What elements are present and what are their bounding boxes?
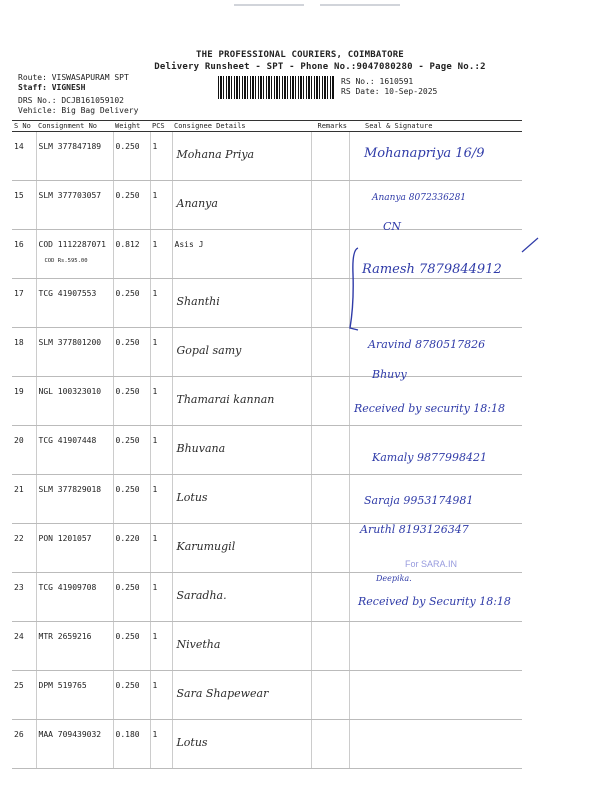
cell-sno [12,230,36,279]
cell-consignment [36,524,113,573]
cell-remarks [311,181,349,230]
cell-sno [12,475,36,524]
cell-consignee [172,230,311,279]
cell-pcs-value: 1 [152,191,158,200]
consignee-handwritten: Ananya [176,197,218,210]
cell-sno-value: 17 [14,289,24,298]
cell-consignment-value: COD 1112287071 [38,240,106,249]
cell-sno-value: 18 [14,338,24,347]
handwritten-signature: Mohanapriya 16/9 [364,146,485,161]
table-row [12,671,522,720]
drs-number: DRS No.: DCJB161059102 [18,96,124,105]
cell-weight-value: 0.250 [115,289,140,298]
cell-weight-value: 0.250 [115,338,140,347]
cell-weight [113,671,150,720]
table-row [12,622,522,671]
cell-pcs [150,279,172,328]
handwritten-signature: Bhuvy [372,368,407,381]
handwritten-signature: Deepika. [376,574,412,583]
cell-consignee [172,328,311,377]
consignee-handwritten: Sara Shapewear [176,687,269,700]
cell-sno-value: 14 [14,142,24,151]
cell-pcs [150,475,172,524]
cell-consignment-value: NGL 100323010 [38,387,102,396]
cell-pcs-value: 1 [152,632,158,641]
cell-weight-value: 0.250 [115,436,140,445]
cell-pcs [150,573,172,622]
cell-pcs [150,622,172,671]
cell-sno-value: 19 [14,387,24,396]
cell-pcs [150,181,172,230]
cell-consignee [172,181,311,230]
cell-weight [113,181,150,230]
col-header-remarks: Remarks [311,121,349,132]
cell-weight [113,377,150,426]
handwritten-signature: Kamaly 9877998421 [372,451,487,464]
table-row [12,181,522,230]
col-header-consignment: Consignment No [36,121,113,132]
cell-consignment [36,377,113,426]
cell-pcs-value: 1 [152,240,158,249]
cell-signature [349,671,522,720]
handwritten-signature: Saraja 9953174981 [364,494,474,507]
cell-consignment [36,230,113,279]
cell-weight [113,573,150,622]
col-header-sno: S No [12,121,36,132]
consignee-handwritten: Shanthi [176,295,220,308]
cell-consignment [36,426,113,475]
cell-weight-value: 0.250 [115,142,140,151]
cell-sno [12,622,36,671]
cell-consignment-value: SLM 377847189 [38,142,102,151]
cell-weight-value: 0.250 [115,387,140,396]
cell-sno-value: 16 [14,240,24,249]
cell-weight [113,230,150,279]
pen-stroke [520,236,540,254]
scan-artifact [234,4,304,6]
consignee-handwritten: Bhuvana [176,442,226,455]
cell-sno [12,377,36,426]
cell-consignment-value: DPM 519765 [38,681,87,690]
page-title: THE PROFESSIONAL COURIERS, COIMBATORE [196,50,404,60]
table-row [12,279,522,328]
cell-weight-value: 0.180 [115,730,140,739]
cell-weight-value: 0.250 [115,485,140,494]
cell-consignment [36,475,113,524]
cell-consignment-value: MAA 709439032 [38,730,102,739]
cell-signature [349,426,522,475]
vehicle-label: Vehicle: Big Bag Delivery [18,106,139,115]
staff-label: Staff: VIGNESH [18,83,86,92]
cell-consignee [172,720,311,769]
cell-sno-value: 25 [14,681,24,690]
handwritten-signature: Aravind 8780517826 [368,338,486,351]
consignee-handwritten: Gopal samy [176,344,242,357]
table-row [12,377,522,426]
cell-pcs-value: 1 [152,289,158,298]
cell-remarks [311,524,349,573]
cell-consignee [172,426,311,475]
cell-pcs-value: 1 [152,485,158,494]
cell-consignee [172,671,311,720]
cell-sno [12,279,36,328]
rs-date: RS Date: 10-Sep-2025 [341,87,438,96]
col-header-signature: Seal & Signature [349,121,522,132]
cell-remarks [311,426,349,475]
cell-sno [12,720,36,769]
cell-sno-value: 15 [14,191,24,200]
handwritten-signature: Ramesh 7879844912 [362,262,502,277]
barcode [218,76,335,99]
cell-consignment [36,671,113,720]
cell-consignee [172,279,311,328]
handwritten-signature: CN [383,220,402,233]
cell-signature [349,181,522,230]
cell-pcs [150,426,172,475]
cell-weight-value: 0.220 [115,534,140,543]
cell-remarks [311,720,349,769]
cell-pcs [150,132,172,181]
cell-sno-value: 21 [14,485,24,494]
consignee-name: Asis J [174,240,204,249]
handwritten-signature: Aruthl 8193126347 [360,523,469,536]
cell-consignment [36,622,113,671]
handwritten-signature: Received by Security 18:18 [358,595,511,608]
cell-sno [12,426,36,475]
cell-pcs-value: 1 [152,387,158,396]
bracket-mark [344,244,374,334]
cell-sno-value: 26 [14,730,24,739]
cell-sno [12,573,36,622]
cell-weight [113,426,150,475]
cell-weight [113,475,150,524]
consignee-handwritten: Saradha. [176,589,227,602]
company-seal: For SARA.IN [405,559,458,569]
consignee-handwritten: Lotus [176,491,208,504]
cell-sno-value: 20 [14,436,24,445]
cell-consignee [172,622,311,671]
cell-weight-value: 0.250 [115,583,140,592]
runsheet-subtitle: Delivery Runsheet - SPT - Phone No.:9047080280 - Page No.:2 [154,62,486,72]
cell-weight [113,328,150,377]
cell-remarks [311,671,349,720]
cell-sno [12,181,36,230]
cell-signature [349,622,522,671]
cell-signature [349,377,522,426]
cell-pcs [150,230,172,279]
cell-consignee [172,132,311,181]
cell-sno [12,671,36,720]
cell-pcs [150,720,172,769]
cell-weight-value: 0.250 [115,681,140,690]
cell-pcs-value: 1 [152,681,158,690]
cell-pcs-value: 1 [152,436,158,445]
cell-pcs-value: 1 [152,534,158,543]
cell-remarks [311,132,349,181]
consignee-handwritten: Mohana Priya [176,148,255,161]
table-row [12,328,522,377]
cell-pcs [150,524,172,573]
cell-sno [12,328,36,377]
cell-pcs-value: 1 [152,142,158,151]
cell-consignment-value: TCG 41907448 [38,436,97,445]
table-row [12,426,522,475]
consignee-handwritten: Lotus [176,736,208,749]
cell-consignment-value: MTR 2659216 [38,632,92,641]
cell-pcs [150,671,172,720]
cell-consignment [36,181,113,230]
runsheet-table [12,120,522,769]
cell-pcs-value: 1 [152,583,158,592]
cell-remarks [311,622,349,671]
consignee-handwritten: Karumugil [176,540,236,553]
cell-consignee [172,377,311,426]
consignee-handwritten: Nivetha [176,638,221,651]
cell-sno-value: 23 [14,583,24,592]
handwritten-signature: Ananya 8072336281 [372,193,467,203]
cell-consignment-value: PON 1201057 [38,534,92,543]
cell-consignment [36,573,113,622]
cell-signature [349,720,522,769]
cell-consignment [36,132,113,181]
cell-remarks [311,377,349,426]
cod-amount: COD Rs.595.00 [44,258,88,264]
cell-sno [12,132,36,181]
cell-remarks [311,475,349,524]
cell-weight [113,132,150,181]
cell-sno [12,524,36,573]
cell-weight [113,720,150,769]
cell-consignment-value: SLM 377829018 [38,485,102,494]
route-label: Route: VISWASAPURAM SPT [18,73,129,82]
handwritten-signature: Received by security 18:18 [354,402,506,415]
cell-weight [113,524,150,573]
cell-weight-value: 0.250 [115,632,140,641]
cell-pcs [150,377,172,426]
cell-consignment [36,720,113,769]
col-header-consignee: Consignee Details [172,121,311,132]
consignee-handwritten: Thamarai kannan [176,393,275,406]
table-row [12,720,522,769]
cell-consignment [36,328,113,377]
cell-weight [113,279,150,328]
cell-weight [113,622,150,671]
cell-consignment [36,279,113,328]
cell-consignment-value: SLM 377703057 [38,191,102,200]
col-header-pcs: PCS [150,121,172,132]
scan-artifact [320,4,400,6]
cell-consignment-value: TCG 41909708 [38,583,97,592]
cell-remarks [311,328,349,377]
cell-consignee [172,524,311,573]
cell-weight-value: 0.812 [115,240,140,249]
cell-weight-value: 0.250 [115,191,140,200]
cell-sno-value: 22 [14,534,24,543]
cell-consignment-value: SLM 377801200 [38,338,102,347]
table-header-row [12,121,522,132]
cell-pcs [150,328,172,377]
rs-number: RS No.: 1610591 [341,77,414,86]
cell-signature [349,279,522,328]
cell-sno-value: 24 [14,632,24,641]
cell-consignee [172,573,311,622]
cell-pcs-value: 1 [152,338,158,347]
cell-consignee [172,475,311,524]
cell-consignment-value: TCG 41907553 [38,289,97,298]
col-header-weight: Weight [113,121,150,132]
cell-pcs-value: 1 [152,730,158,739]
cell-remarks [311,573,349,622]
